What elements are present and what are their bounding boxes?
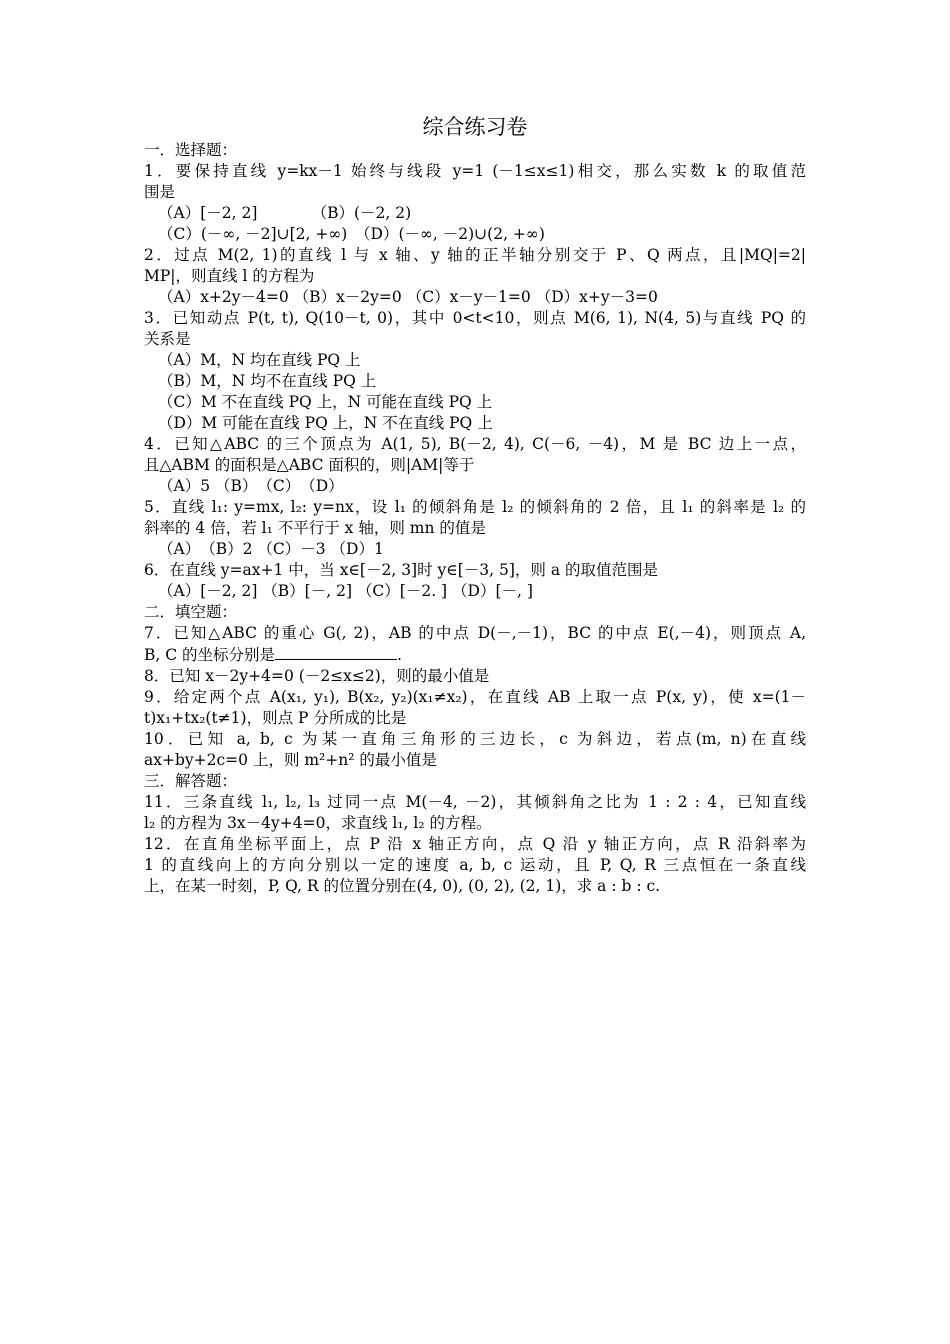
text-line: 关系是 — [144, 330, 191, 348]
text-line: （C）M 不在直线 PQ 上，N 可能在直线 PQ 上 — [158, 393, 493, 411]
text-line: 12．在直角坐标平面上，点 P 沿 x 轴正方向，点 Q 沿 y 轴正方向，点 R 沿斜率为 — [144, 835, 806, 853]
text-line: 6．在直线 y=ax+1 中，当 x∈[－2, 3]时 y∈[－3, 5]，则 a 的取值范围是 — [144, 561, 659, 579]
text-line: 11．三条直线 l₁, l₂, l₃ 过同一点 M(－4, －2)，其倾斜角之比为 1 : 2 : 4，已知直线 — [144, 793, 806, 811]
text-line: t)x₁+tx₂(t≠1)，则点 P 分所成的比是 — [144, 709, 407, 727]
line-suffix: . — [397, 646, 402, 664]
text-line — [144, 644, 806, 666]
text-line: （D）M 可能在直线 PQ 上，N 不在直线 PQ 上 — [158, 414, 493, 432]
text-line: 斜率的 4 倍，若 l₁ 不平行于 x 轴，则 mn 的值是 — [144, 519, 486, 537]
text-line: （C）(－∞, －2]∪[2, +∞) （D）(－∞, －2)∪(2, +∞) — [158, 225, 545, 243]
document-title: 综合练习卷 — [422, 115, 528, 139]
text-line: 7．已知△ABC 的重心 G(, 2)，AB 的中点 D(－,－1)，BC 的中点 E(,－4)，则顶点 A, — [144, 624, 806, 642]
text-line: 1 的直线向上的方向分别以一定的速度 a, b, c 运动，且 P, Q, R 三点恒在一条直线 — [144, 856, 806, 874]
text-line: 4．已知△ABC 的三个顶点为 A(1, 5), B(－2, 4), C(－6, －4)，M 是 BC 边上一点， — [144, 435, 806, 453]
text-line: （A） （B）2 （C）－3 （D）1 — [158, 540, 384, 558]
text-line: （A）[－2, 2] （B）(－2, 2) — [158, 204, 412, 222]
text-line: 10．已知 a, b, c 为某一直角三角形的三边长，c 为斜边，若点(m, n)在直线 — [144, 730, 806, 748]
text-line: 二．填空题： — [144, 603, 238, 621]
text-line: 8．已知 x－2y+4=0 (－2≤x≤2)，则的最小值是 — [144, 667, 490, 685]
text-line: （A）x+2y－4=0 （B）x－2y=0 （C）x－y－1=0 （D）x+y－3=0 — [158, 288, 658, 306]
text-line: （B）M，N 均不在直线 PQ 上 — [158, 372, 377, 390]
document-body — [144, 140, 806, 897]
text-line: MP|，则直线 l 的方程为 — [144, 267, 315, 285]
text-line: （A）M，N 均在直线 PQ 上 — [158, 351, 361, 369]
text-line: 三．解答题： — [144, 772, 238, 790]
text-line: 3．已知动点 P(t, t), Q(10－t, 0)，其中 0<t<10，则点 M(6, 1), N(4, 5)与直线 PQ 的 — [144, 309, 806, 327]
text-line: 上，在某一时刻，P, Q, R 的位置分别在(4, 0), (0, 2), (2, 1)，求 a : b : c. — [144, 877, 661, 895]
text-line: 一．选择题： — [144, 141, 238, 159]
answer-blank[interactable] — [275, 644, 397, 660]
line-text: B, C 的坐标分别是 — [144, 646, 276, 664]
text-line: 9．给定两个点 A(x₁, y₁), B(x₂, y₂)(x₁≠x₂)，在直线 AB 上取一点 P(x, y)，使 x=(1－ — [144, 688, 806, 706]
text-line: ax+by+2c=0 上，则 m²+n² 的最小值是 — [144, 751, 437, 769]
text-line: 1．要保持直线 y=kx－1 始终与线段 y=1 (－1≤x≤1)相交，那么实数 k 的取值范 — [144, 162, 806, 180]
text-line: 围是 — [144, 183, 176, 201]
text-line: 且△ABM 的面积是△ABC 面积的，则|AM|等于 — [144, 456, 475, 474]
text-line: 2．过点 M(2, 1)的直线 l 与 x 轴、y 轴的正半轴分别交于 P、Q 两点，且|MQ|=2| — [144, 246, 806, 264]
text-line: l₂ 的方程为 3x－4y+4=0，求直线 l₁, l₂ 的方程。 — [144, 814, 492, 832]
text-line: （A）5 （B） （C） （D） — [158, 477, 344, 495]
text-line: （A）[－2, 2] （B）[－, 2] （C）[－2. ] （D）[－, ] — [158, 582, 533, 600]
text-line: 5．直线 l₁: y=mx, l₂: y=nx，设 l₁ 的倾斜角是 l₂ 的倾斜角的 2 倍，且 l₁ 的斜率是 l₂ 的 — [144, 498, 806, 516]
